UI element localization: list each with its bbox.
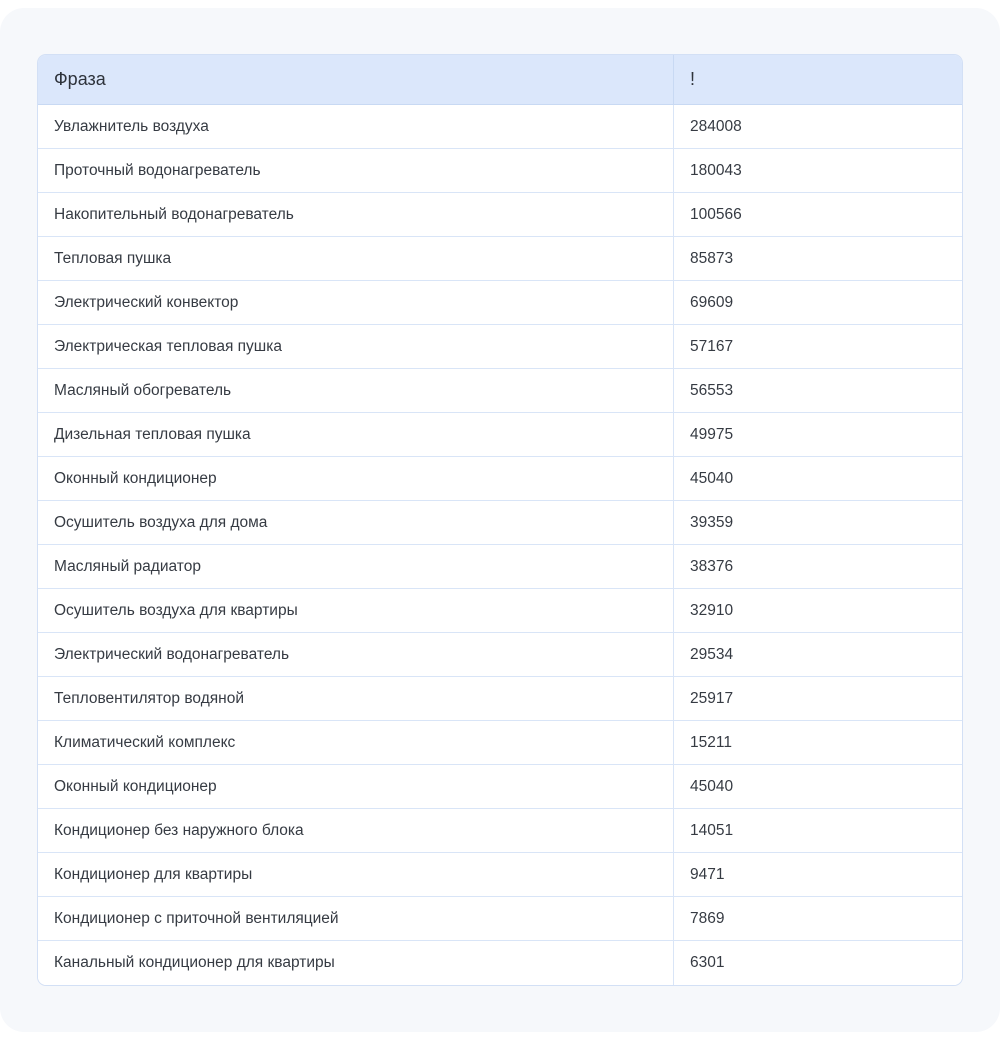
table-row bbox=[38, 765, 962, 809]
phrase-cell: Электрическая тепловая пушка bbox=[38, 325, 674, 368]
table-row bbox=[38, 325, 962, 369]
value-cell: 180043 bbox=[690, 161, 742, 179]
value-cell: 9471 bbox=[690, 865, 725, 883]
value-cell: 69609 bbox=[690, 293, 734, 311]
phrase-cell: Канальный кондиционер для квартиры bbox=[38, 941, 674, 985]
phrase-cell: Масляный радиатор bbox=[38, 545, 674, 588]
phrase-cell: Накопительный водонагреватель bbox=[38, 193, 674, 236]
keyword-stats-table bbox=[38, 55, 962, 985]
column-header-phrase: Фраза bbox=[38, 55, 674, 104]
value-cell: 38376 bbox=[690, 557, 734, 575]
phrase-cell: Оконный кондиционер bbox=[38, 457, 674, 500]
value-cell: 85873 bbox=[690, 249, 734, 267]
value-cell: 49975 bbox=[690, 425, 734, 443]
table-row bbox=[38, 633, 962, 677]
value-cell: 32910 bbox=[690, 601, 734, 619]
value-cell: 6301 bbox=[690, 954, 725, 971]
page-panel bbox=[0, 8, 1000, 1032]
table-row bbox=[38, 457, 962, 501]
value-cell: 56553 bbox=[690, 381, 734, 399]
table-row bbox=[38, 545, 962, 589]
value-cell: 45040 bbox=[690, 777, 734, 795]
phrase-cell: Тепловентилятор водяной bbox=[38, 677, 674, 720]
table-header-row bbox=[38, 55, 962, 105]
phrase-cell: Кондиционер с приточной вентиляцией bbox=[38, 897, 674, 940]
value-cell: 25917 bbox=[690, 689, 734, 707]
value-cell: 100566 bbox=[690, 205, 742, 223]
table-row bbox=[38, 369, 962, 413]
phrase-cell: Климатический комплекс bbox=[38, 721, 674, 764]
phrase-cell: Электрический конвектор bbox=[38, 281, 674, 324]
value-cell: 284008 bbox=[690, 117, 742, 135]
table-row bbox=[38, 501, 962, 545]
table-row bbox=[38, 193, 962, 237]
value-cell: 29534 bbox=[690, 645, 734, 663]
phrase-cell: Кондиционер для квартиры bbox=[38, 853, 674, 896]
phrase-cell: Электрический водонагреватель bbox=[38, 633, 674, 676]
phrase-cell: Осушитель воздуха для дома bbox=[38, 501, 674, 544]
phrase-cell: Дизельная тепловая пушка bbox=[38, 413, 674, 456]
value-cell: 15211 bbox=[690, 733, 732, 751]
table-row bbox=[38, 237, 962, 281]
table-row bbox=[38, 721, 962, 765]
table-row bbox=[38, 589, 962, 633]
phrase-cell: Оконный кондиционер bbox=[38, 765, 674, 808]
phrase-cell: Масляный обогреватель bbox=[38, 369, 674, 412]
value-cell: 14051 bbox=[690, 821, 734, 839]
value-cell: 45040 bbox=[690, 469, 734, 487]
phrase-cell: Проточный водонагреватель bbox=[38, 149, 674, 192]
table-row bbox=[38, 105, 962, 149]
table-body bbox=[38, 105, 962, 985]
table-row bbox=[38, 281, 962, 325]
phrase-cell: Кондиционер без наружного блока bbox=[38, 809, 674, 852]
table-row bbox=[38, 809, 962, 853]
table-row bbox=[38, 677, 962, 721]
column-header-value: ! bbox=[690, 69, 696, 89]
table-row bbox=[38, 941, 962, 985]
phrase-cell: Увлажнитель воздуха bbox=[38, 105, 674, 148]
phrase-cell: Осушитель воздуха для квартиры bbox=[38, 589, 674, 632]
table-row bbox=[38, 413, 962, 457]
value-cell: 57167 bbox=[690, 337, 734, 355]
table-row bbox=[38, 853, 962, 897]
phrase-cell: Тепловая пушка bbox=[38, 237, 674, 280]
table-row bbox=[38, 149, 962, 193]
value-cell: 7869 bbox=[690, 909, 725, 927]
value-cell: 39359 bbox=[690, 513, 734, 531]
table-row bbox=[38, 897, 962, 941]
